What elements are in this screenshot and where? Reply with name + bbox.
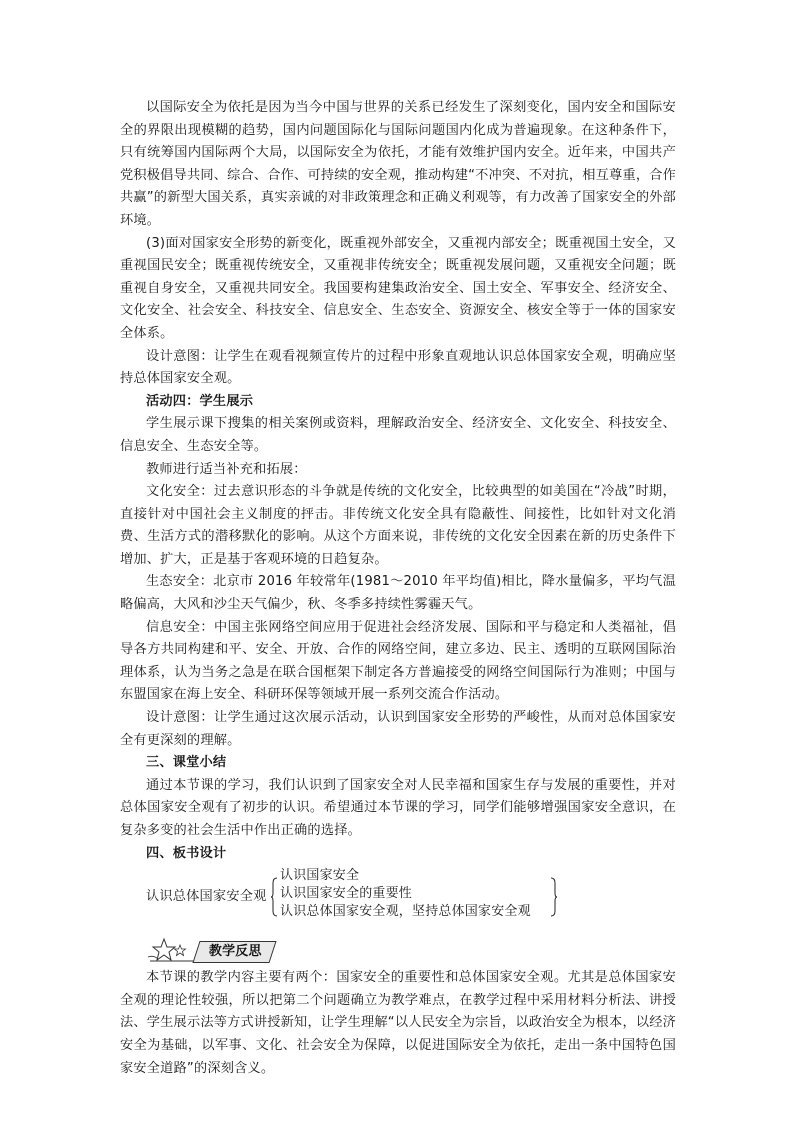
board-item: 认识国家安全	[280, 868, 360, 884]
activity4-design-intent: 设计意图：让学生通过这次展示活动，认识到国家安全形势的严峻性，从而对总体国家安全有更深刻的理解。	[120, 710, 676, 748]
board-item: 认识国家安全的重要性	[280, 886, 413, 902]
summary-heading: 三、课堂小结	[146, 755, 227, 771]
paragraph-security-system: (3)面对国家安全形势的新变化，既重视外部安全，又重视内部安全；既重视国土安全，又重视国民安全；既重视传统安全，又重视非传统安全；既重视发展问题，又重视安全问题；既重视自身安全，又重视共同安全。我国要构建集政治安全、国土安全、军事安全、经济安全、文化安全、社会安全、科技安全、信息安全、生态安全、资源安全、核安全等于一体的国家安全体系。	[120, 235, 676, 341]
reflection-banner-badge	[192, 941, 276, 963]
board-design-diagram	[120, 867, 676, 925]
document-page	[120, 97, 676, 1080]
reflection-text: 本节课的教学内容主要有两个：国家安全的重要性和总体国家安全观。尤其是总体国家安全观的理论性较强，所以把第二个问题确立为教学难点，在教学过程中采用材料分析法、讲授法、学生展示法等方式讲授新知，让学生理解“以人民安全为宗旨，以政治安全为根本，以经济安全为基础，以军事、文化、社会安全为保障，以促进国际安全为依托，走出一条中国特色国家安全道路”的深刻含义。	[120, 970, 676, 1076]
board-item: 认识总体国家安全观，坚持总体国家安全观	[280, 904, 531, 920]
board-heading: 四、板书设计	[146, 845, 227, 861]
activity4-ecology-security: 生态安全：北京市 2016 年较常年(1981～2010 年平均值)相比，降水量偏多，平均气温略偏高，大风和沙尘天气偏少，秋、冬季多持续性雾霾天气。	[120, 574, 676, 613]
reflection-banner-label: 教学反思	[209, 943, 262, 959]
activity4-intro: 学生展示课下搜集的相关案例或资料，理解政治安全、经济安全、文化安全、科技安全、信息安全、生态安全等。	[120, 416, 676, 454]
activity4-info-security: 信息安全：中国主张网络空间应用于促进社会经济发展、国际和平与稳定和人类福祉，倡导各方共同构建和平、安全、开放、合作的网络空间，建立多边、民主、透明的互联网国际治理体系，认为当务之急是在联合国框架下制定各方普遍接受的网络空间国际行为准则；中国与东盟国家在海上安全、科研环保等领域开展一系列交流合作活动。	[120, 619, 676, 703]
paragraph-design-intent-1: 设计意图：让学生在观看视频宣传片的过程中形象直观地认识总体国家安全观，明确应坚持总体国家安全观。	[120, 348, 676, 387]
activity4-culture-security: 文化安全：过去意识形态的斗争就是传统的文化安全，比较典型的如美国在“冷战”时期，直接针对中国社会主义制度的抨击。非传统文化安全具有隐蔽性、间接性，比如针对文化消费、生活方式的潜移默化的影响。从这个方面来说，非传统的文化安全因素在新的历史条件下增加、扩大，正是基于客观环境的日趋复杂。	[120, 484, 676, 567]
activity4-teacher: 教师进行适当补充和拓展：	[146, 461, 307, 477]
board-root-label: 认识总体国家安全观	[146, 889, 267, 905]
paragraph-international-security: 以国际安全为依托是因为当今中国与世界的关系已经发生了深刻变化，国内安全和国际安全的界限出现模糊的趋势，国内问题国际化与国际问题国内化成为普遍现象。在这种条件下，只有统筹国内国际两个大局，以国际安全为依托，才能有效维护国内安全。近年来，中国共产党积极倡导共同、综合、合作、可持续的安全观，推动构建“不冲突、不对抗，相互尊重，合作共赢”的新型大国关系，真实亲诚的对非政策理念和正确义利观等，有力改善了国家安全的外部环境。	[120, 100, 676, 228]
left-brace-icon	[270, 877, 278, 917]
reflection-banner	[144, 933, 676, 967]
board-items	[280, 867, 531, 921]
summary-text: 通过本节课的学习，我们认识到了国家安全对人民幸福和国家生存与发展的重要性，并对总体国家安全观有了初步的认识。希望通过本节课的学习，同学们能够增强国家安全意识，在复杂多变的社会生活中作出正确的选择。	[120, 777, 676, 838]
right-brace-icon	[550, 877, 558, 917]
activity4-heading: 活动四：学生展示	[146, 393, 254, 409]
